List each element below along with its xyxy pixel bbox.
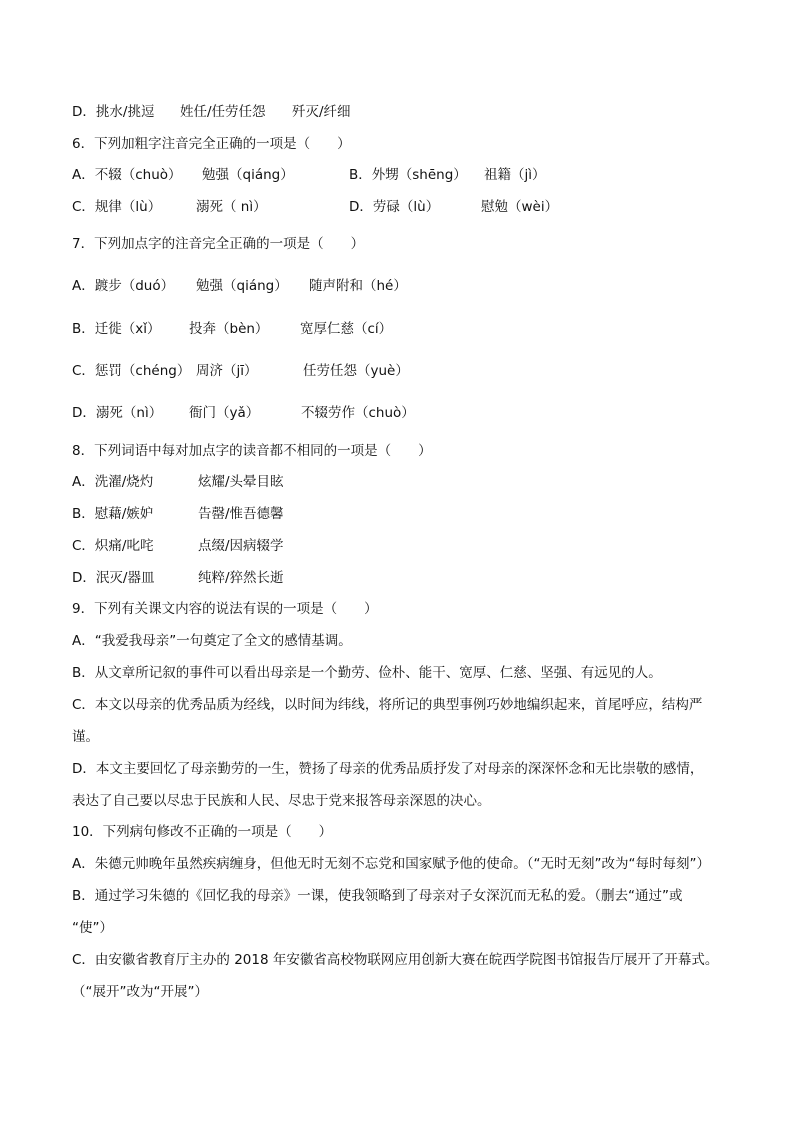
question-9-option-c-cont: 谨。 — [72, 729, 99, 745]
option-text: 衙门（yǎ） — [189, 405, 260, 421]
option-text: 炫耀/头晕目眩 — [198, 474, 284, 490]
question-9-option-d-cont: 表达了自己要以尽忠于民族和人民、尽忠于党来报答母亲深恩的决心。 — [72, 793, 491, 809]
option-text: 任劳任怨（yuè） — [303, 363, 409, 379]
option-text: A．洗濯/烧灼 — [72, 474, 154, 490]
option-text: 姓任/任劳任怨 — [180, 104, 266, 120]
question-10-option-b-cont: “使”） — [72, 920, 113, 936]
option-text: D．溺死（nì） — [72, 405, 163, 421]
question-10-option-c-cont: （“展开”改为“开展”） — [72, 984, 208, 1000]
option-text: C．规律（lù） — [72, 199, 162, 215]
option-text: B．慰藉/嫉妒 — [72, 506, 154, 522]
option-text: 投奔（bèn） — [189, 321, 269, 337]
question-10-option-c: C．由安徽省教育厅主办的 2018 年安徽省高校物联网应用创新大赛在皖西学院图书馆报告厅展开了开幕式。 — [72, 952, 719, 968]
question-6-stem: 6．下列加粗字注音完全正确的一项是（ ） — [72, 136, 351, 152]
option-text: B．外甥（shēng） — [349, 167, 467, 183]
option-text: 告罄/惟吾德馨 — [198, 506, 284, 522]
option-text: D．挑水/挑逗 — [72, 104, 155, 120]
option-text: 勉强（qiáng） — [196, 278, 288, 294]
question-8-stem: 8．下列词语中每对加点字的读音都不相同的一项是（ ） — [72, 443, 432, 459]
option-text: 点缀/因病辍学 — [198, 538, 284, 554]
option-text: B．迁徙（xǐ） — [72, 321, 161, 337]
question-10-stem: 10．下列病句修改不正确的一项是（ ） — [72, 824, 333, 840]
option-text: C．炽痛/叱咤 — [72, 538, 154, 554]
option-text: 溺死（ nì） — [196, 199, 267, 215]
option-text: 宽厚仁慈（cí） — [300, 321, 393, 337]
question-9-stem: 9．下列有关课文内容的说法有误的一项是（ ） — [72, 601, 378, 617]
question-9-option-c: C．本文以母亲的优秀品质为经线，以时间为纬线，将所记的典型事例巧妙地编织起来，首尾呼应，结构严 — [72, 697, 703, 713]
option-text: 周济（jī） — [196, 363, 258, 379]
option-text: D．泯灭/器皿 — [72, 570, 155, 586]
option-text: 祖籍（jì） — [484, 167, 546, 183]
question-7-stem: 7．下列加点字的注音完全正确的一项是（ ） — [72, 236, 365, 252]
option-text: 不辍劳作（chuò） — [301, 405, 415, 421]
option-text: 纯粹/猝然长逝 — [198, 570, 284, 586]
question-9-option-a: A．“我爱我母亲”一句奠定了全文的感情基调。 — [72, 633, 352, 649]
question-10-option-a: A．朱德元帅晚年虽然疾病缠身，但他无时无刻不忘党和国家赋予他的使命。（“无时无刻”改为“每时每刻”） — [72, 856, 710, 872]
option-text: 随声附和（hé） — [309, 278, 407, 294]
option-text: A．踱步（duó） — [72, 278, 175, 294]
option-text: C．惩罚（chéng） — [72, 363, 191, 379]
option-text: 勉强（qiáng） — [202, 167, 294, 183]
option-text: 歼灭/纤细 — [292, 104, 351, 120]
option-text: 慰勉（wèi） — [481, 199, 559, 215]
question-9-option-d: D．本文主要回忆了母亲勤劳的一生，赞扬了母亲的优秀品质抒发了对母亲的深深怀念和无比崇敬的感情， — [72, 761, 704, 777]
option-text: A．不辍（chuò） — [72, 167, 182, 183]
question-9-option-b: B．从文章所记叙的事件可以看出母亲是一个勤劳、俭朴、能干、宽厚、仁慈、坚强、有远见的人。 — [72, 665, 662, 681]
question-10-option-b: B．通过学习朱德的《回忆我的母亲》一课，使我领略到了母亲对子女深沉而无私的爱。（删去“通过”或 — [72, 888, 683, 904]
option-text: D．劳碌（lù） — [349, 199, 440, 215]
